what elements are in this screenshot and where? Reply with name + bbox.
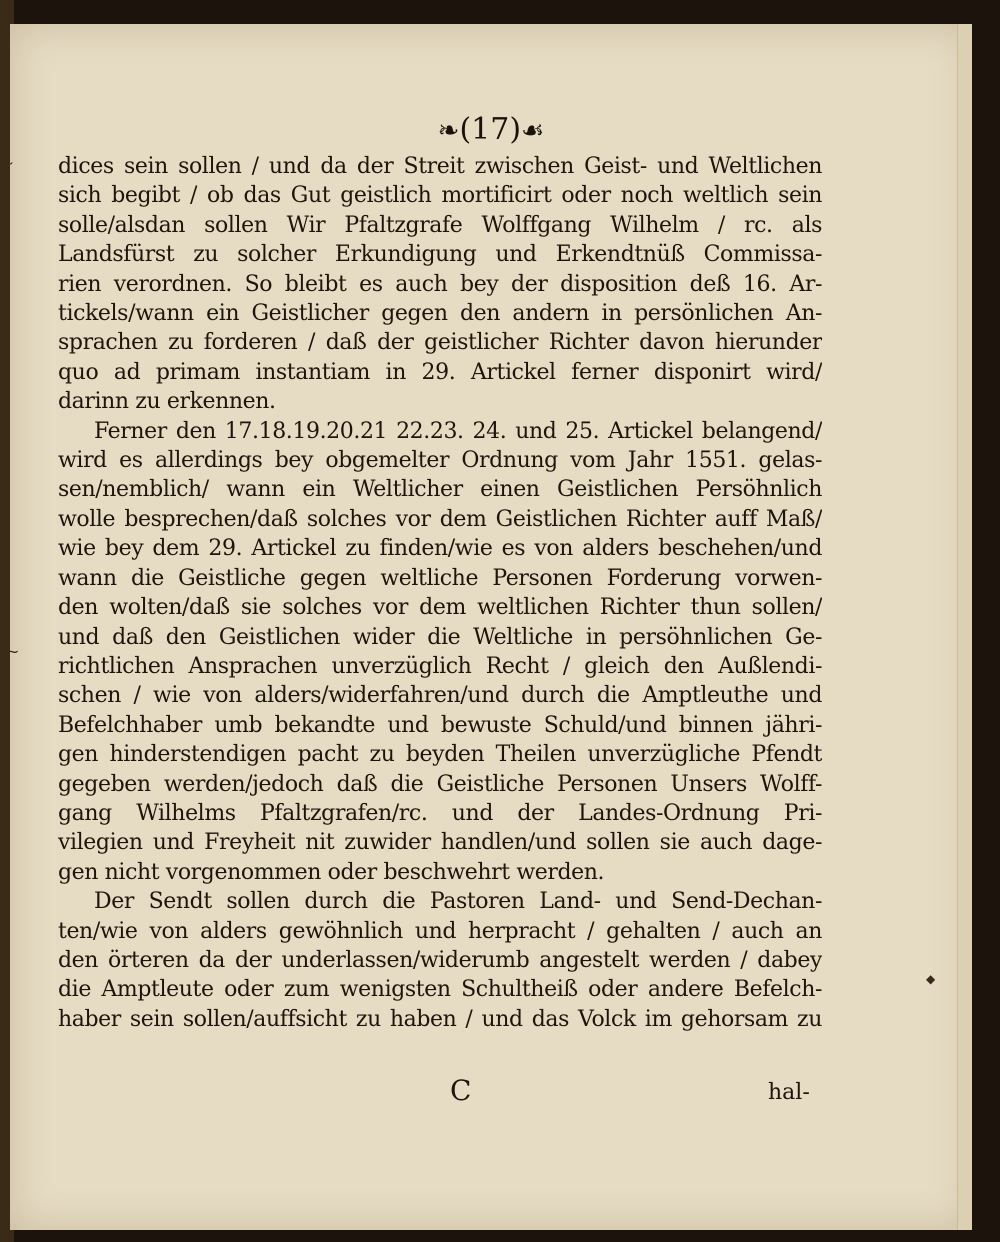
body-text bbox=[58, 152, 822, 1034]
document-page bbox=[6, 24, 972, 1230]
text-line: vilegien und Freyheit nit zuwider handlen/und sollen sie auch dage- bbox=[58, 830, 822, 856]
text-line: darinn zu erkennen. bbox=[58, 389, 276, 415]
paragraph-start-line: Der Sendt sollen durch die Pastoren Land- und Send-Dechan- bbox=[94, 889, 822, 915]
text-line: sich begibt / ob das Gut geistlich mortificirt oder noch weltlich sein bbox=[58, 183, 822, 209]
text-line: solle/alsdan sollen Wir Pfaltzgrafe Wolffgang Wilhelm / rc. als bbox=[58, 212, 822, 238]
ornament-left-icon: ❧ bbox=[437, 116, 460, 146]
text-line: wie bey dem 29. Artickel zu finden/wie es von alders beschehen/und bbox=[58, 536, 822, 562]
page-header bbox=[10, 112, 972, 147]
text-line: und daß den Geistlichen wider die Weltliche in persöhnlichen Ge- bbox=[58, 624, 822, 650]
margin-mark-upper: ˘ bbox=[6, 160, 14, 179]
text-line: gegeben werden/jedoch daß die Geistliche Personen Unsers Wolff- bbox=[58, 771, 822, 797]
text-line: gen hinderstendigen pacht zu beyden Theilen unverzügliche Pfendt bbox=[58, 742, 822, 768]
text-line: sprachen zu forderen / daß der geistlicher Richter davon hierunder bbox=[58, 330, 822, 356]
paragraph-start-line: Ferner den 17.18.19.20.21 22.23. 24. und 25. Artickel belangend/ bbox=[94, 418, 822, 444]
text-line: wird es allerdings bey obgemelter Ordnung vom Jahr 1551. gelas- bbox=[58, 448, 822, 474]
ornament-right-icon: ☙ bbox=[521, 116, 545, 146]
margin-mark-right: ◆ bbox=[926, 972, 936, 986]
text-line: ten/wie von alders gewöhnlich und herpracht / gehalten / auch an bbox=[58, 918, 822, 944]
text-line: rien verordnen. So bleibt es auch bey der disposition deß 16. Ar- bbox=[58, 271, 822, 297]
text-line: dices sein sollen / und da der Streit zwischen Geist- und Weltlichen bbox=[58, 154, 822, 179]
text-line: haber sein sollen/auffsicht zu haben / und das Volck im gehorsam zu bbox=[58, 1006, 822, 1032]
text-line: richtlichen Ansprachen unverzüglich Recht / gleich den Außlendi- bbox=[58, 653, 822, 679]
margin-mark-middle: ~ bbox=[6, 642, 20, 661]
text-line: gen nicht vorgenommen oder beschwehrt werden. bbox=[58, 859, 605, 885]
text-line: wann die Geistliche gegen weltliche Personen Forderung vorwen- bbox=[58, 565, 822, 591]
text-line: wolle besprechen/daß solches vor dem Geistlichen Richter auff Maß/ bbox=[58, 506, 822, 532]
text-line: quo ad primam instantiam in 29. Artickel ferner disponirt wird/ bbox=[58, 359, 822, 385]
text-line: tickels/wann ein Geistlicher gegen den andern in persönlichen An- bbox=[58, 301, 822, 327]
text-line: gang Wilhelms Pfaltzgrafen/rc. und der Landes-Ordnung Pri- bbox=[58, 800, 822, 826]
text-line: den örteren da der underlassen/widerumb angestelt werden / dabey bbox=[58, 947, 822, 973]
catchword: hal- bbox=[768, 1080, 810, 1105]
text-line: schen / wie von alders/widerfahren/und durch die Amptleuthe und bbox=[58, 683, 822, 709]
page-number: (17) bbox=[459, 112, 522, 147]
text-line: sen/nemblich/ wann ein Weltlicher einen Geistlichen Persöhnlich bbox=[58, 477, 822, 503]
text-line: Befelchhaber umb bekandte und bewuste Schuld/und binnen jähri- bbox=[58, 712, 822, 738]
text-line: den wolten/daß sie solches vor dem weltlichen Richter thun sollen/ bbox=[58, 595, 822, 621]
text-line: Landsfürst zu solcher Erkundigung und Erkendtnüß Commissa- bbox=[58, 242, 822, 268]
signature-mark: C bbox=[450, 1074, 472, 1107]
text-line: die Amptleute oder zum wenigsten Schultheiß oder andere Befelch- bbox=[58, 977, 822, 1003]
page-edge bbox=[957, 24, 972, 1230]
